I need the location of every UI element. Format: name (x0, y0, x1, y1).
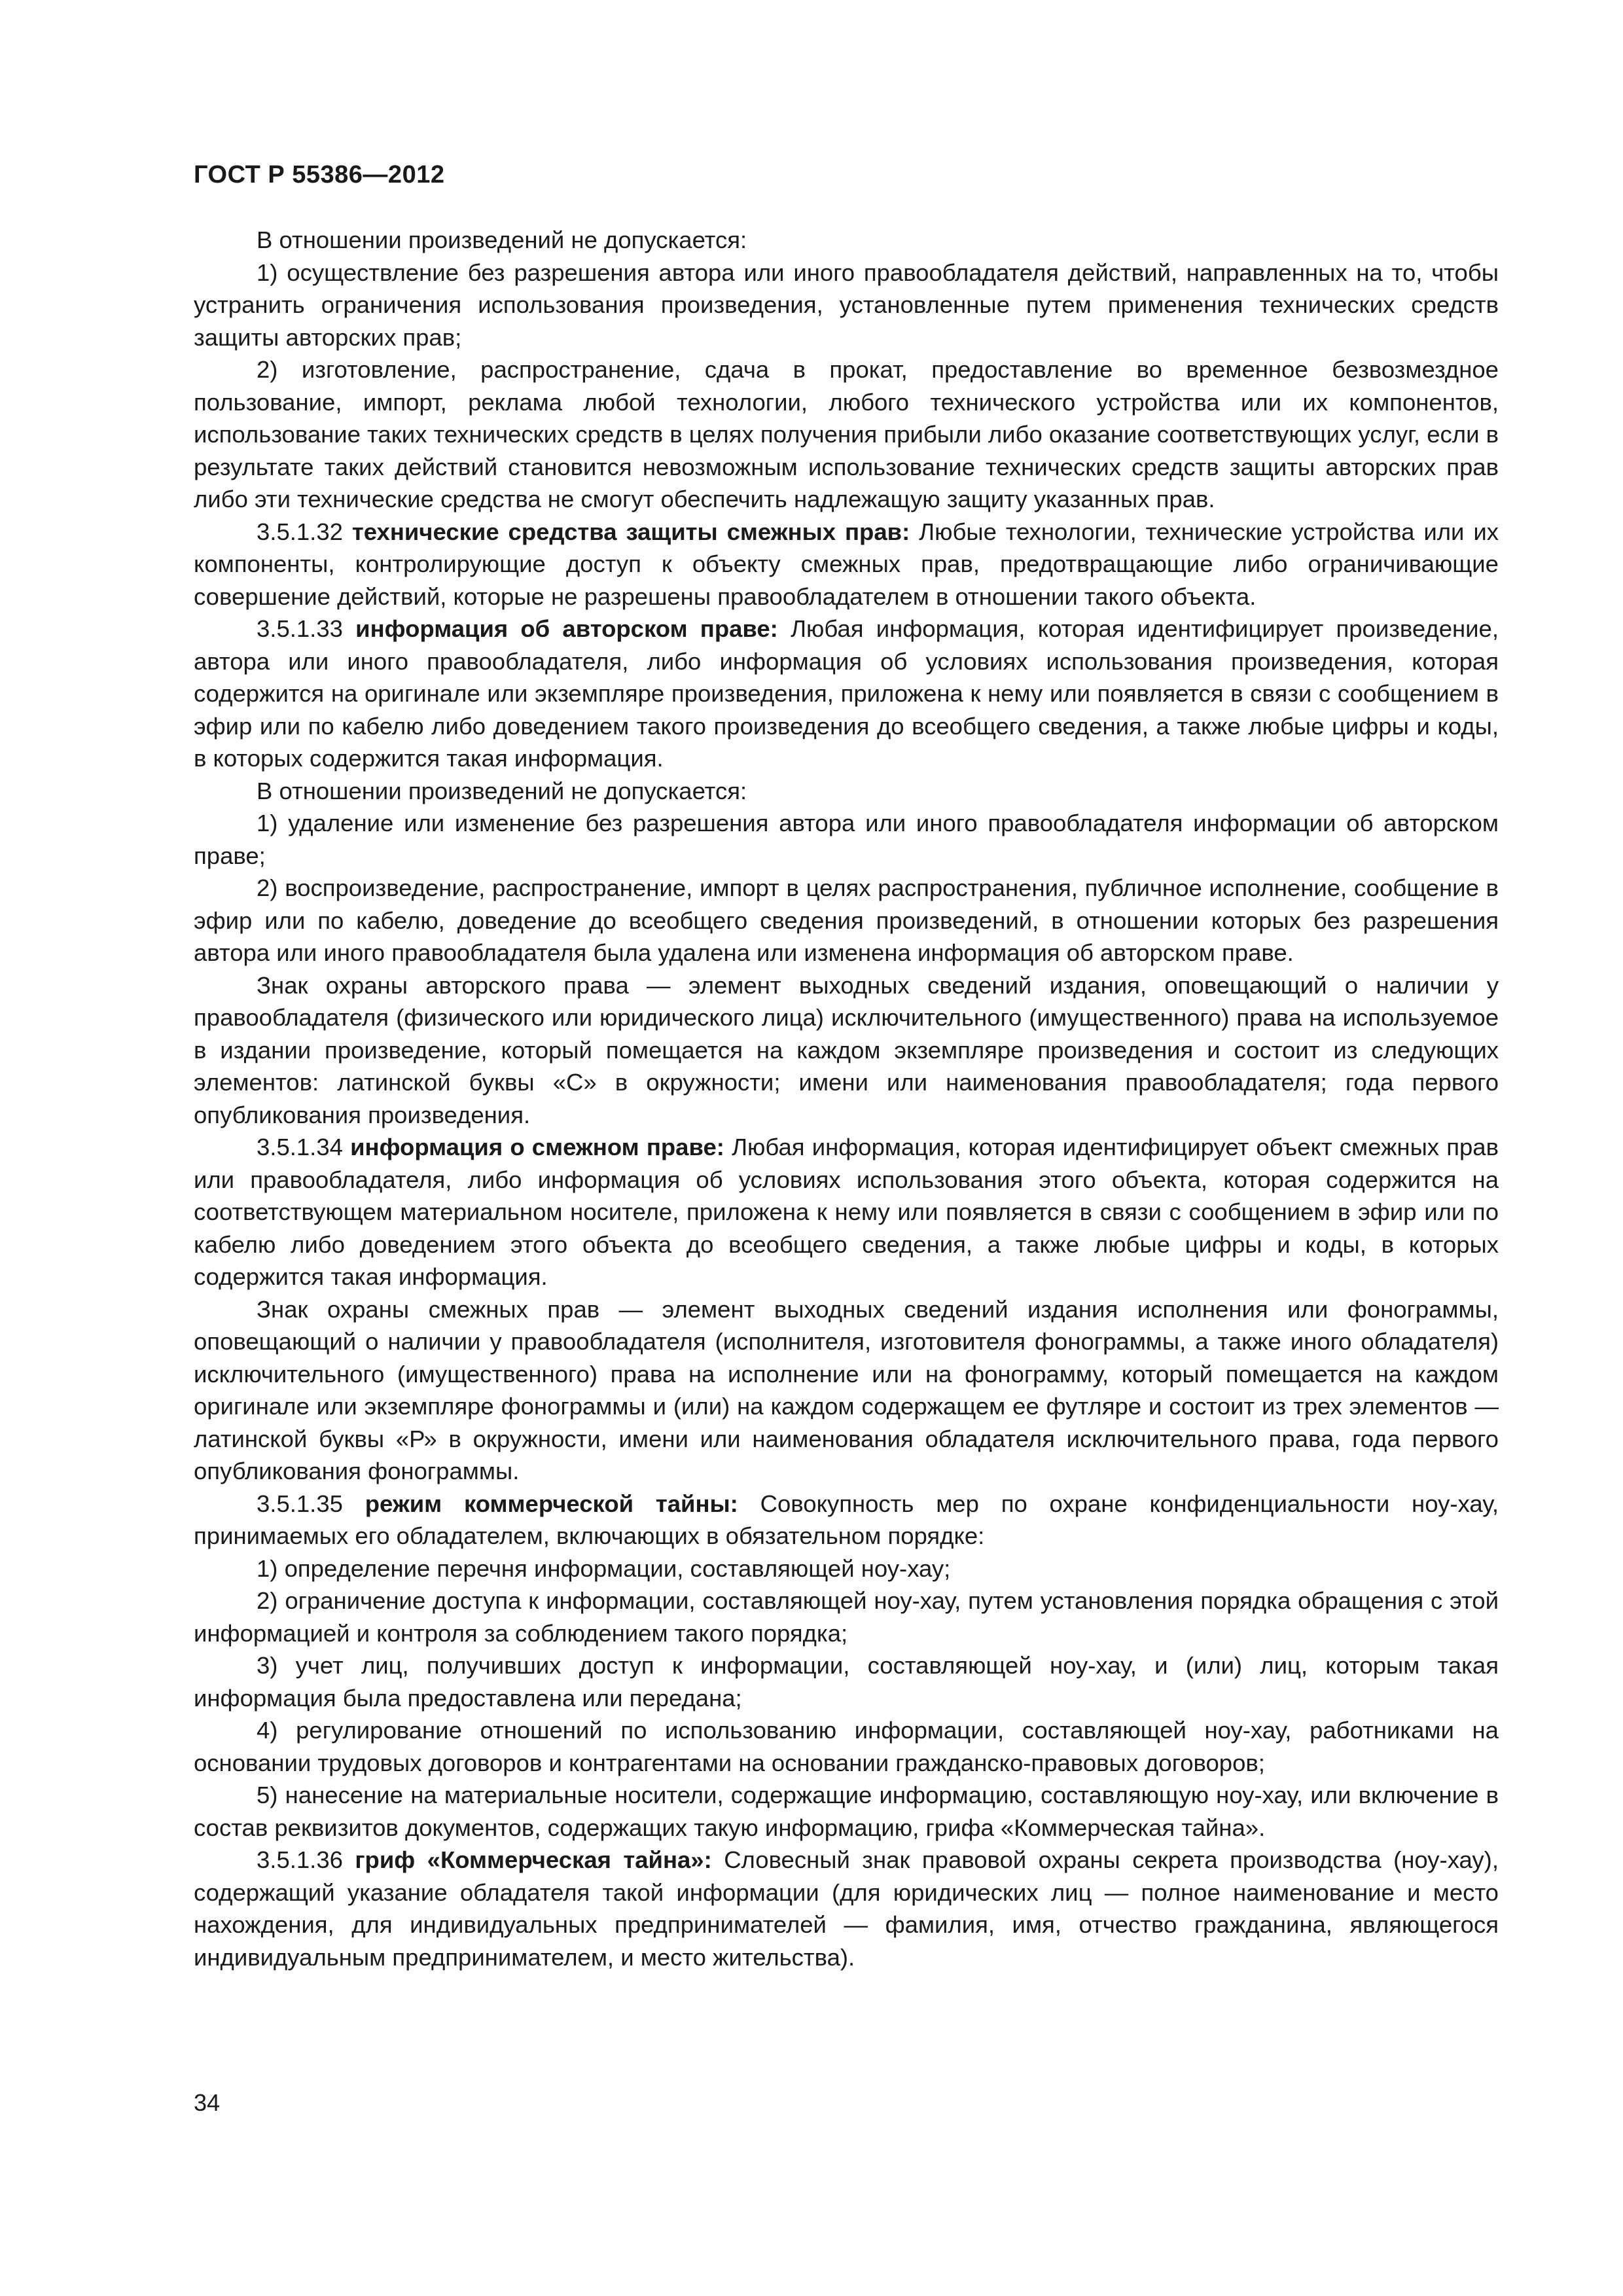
paragraph: Знак охраны смежных прав — элемент выходных сведений издания исполнения или фонограммы, оповещающий о наличии у правообладателя (исполнителя, изготовителя фонограммы, а также иного обладателя) исключительного (имущественного) права на исполнение или на фонограмму, который помещается на каждом оригинале или экземпляре фонограммы и (или) на каждом содержащем ее футляре и состоит из трех элементов — латинской буквы «Р» в окружности, имени или наименования обладателя исключительного права, года первого опубликования фонограммы. (194, 1295, 1499, 1484)
term-name: информация о смежном праве: (350, 1134, 724, 1160)
term-definition (194, 1488, 1499, 1552)
list-item: 1) удаление или изменение без разрешения автора или иного правообладателя информации об авторском праве; (194, 810, 1499, 869)
list-item: 1) осуществление без разрешения автора или иного правообладателя действий, направленных на то, чтобы устранить ограничения использования произведения, установленные путем применения технических средств защиты авторских прав; (194, 259, 1499, 351)
term-text: Совокупность мер по охране конфиденциальности ноу-хау, принимаемых его обладателем, включающих в обязательном порядке: (194, 1490, 1499, 1549)
term-definition (194, 613, 1499, 775)
term-definition (194, 1131, 1499, 1293)
term-text: Словесный знак правовой охраны секрета производства (ноу-хау), содержащий указание обладателя такой информации (для юридических лиц — полное наименование и место нахождения, для индивидуальных предпринимателей — фамилия, имя, отчество гражданина, являющегося индивидуальным предпринимателем, и место жительства). (194, 1846, 1499, 1971)
term-text: Любая информация, которая идентифицирует объект смежных прав или правообладателя, либо информация об условиях использования этого объекта, которая содержится на соответствующем материальном носителе, приложена к нему или появляется в связи с сообщением в эфир или по кабелю либо доведением этого объекта до всеобщего сведения, а также любые цифры и коды, в которых содержится такая информация. (194, 1134, 1499, 1290)
term-text: Любая информация, которая идентифицирует произведение, автора или иного правообладателя, либо информация об условиях использования произведения, которая содержится на оригинале или экземпляре произведения, приложена к нему или появляется в связи с сообщением в эфир или по кабелю либо доведением такого произведения до всеобщего сведения, а также любые цифры и коды, в которых содержится такая информация. (194, 615, 1499, 772)
list-item: 2) изготовление, распространение, сдача в прокат, предоставление во временное безвозмездное пользование, импорт, реклама любой технологии, любого технического устройства или их компонентов, использование таких технических средств в целях получения прибыли либо оказание соответствующих услуг, если в результате таких действий становится невозможным использование технических средств защиты авторских прав либо эти технические средства не смогут обеспечить надлежащую защиту указанных прав. (194, 356, 1499, 512)
term-name: режим коммерческой тайны: (365, 1490, 738, 1517)
paragraph: Знак охраны авторского права — элемент выходных сведений издания, оповещающий о наличии у правообладателя (физического или юридического лица) исключительного (имущественного) права на используемое в издании произведение, который помещается на каждом экземпляре произведения и состоит из следующих элементов: латинской буквы «С» в окружности; имени или наименования правообладателя; года первого опубликования произведения. (194, 971, 1499, 1128)
document-body (194, 224, 1499, 1973)
term-number: 3.5.1.36 (257, 1846, 343, 1873)
list-item: 2) ограничение доступа к информации, составляющей ноу-хау, путем установления порядка обращения с этой информацией и контроля за соблюдением такого порядка; (194, 1587, 1499, 1647)
paragraph: В отношении произведений не допускается: (257, 226, 747, 253)
term-definition (194, 1844, 1499, 1973)
term-name: технические средства защиты смежных прав: (351, 518, 910, 545)
list-item: 1) определение перечня информации, составляющей ноу-хау; (257, 1554, 951, 1582)
list-item: 4) регулирование отношений по использованию информации, составляющей ноу-хау, работниками на основании трудовых договоров и контрагентами на основании гражданско-правовых договоров; (194, 1717, 1499, 1776)
term-number: 3.5.1.34 (257, 1134, 343, 1160)
term-number: 3.5.1.32 (257, 518, 343, 545)
page-number: 34 (194, 2089, 221, 2116)
list-item: 5) нанесение на материальные носители, содержащие информацию, составляющую ноу-хау, или включение в состав реквизитов документов, содержащих такую информацию, грифа «Коммерческая тайна». (194, 1782, 1499, 1841)
term-number: 3.5.1.35 (257, 1490, 343, 1517)
list-item: 2) воспроизведение, распространение, импорт в целях распространения, публичное исполнение, сообщение в эфир или по кабелю, доведение до всеобщего сведения произведений, в отношении которых без разрешения автора или иного правообладателя была удалена или изменена информация об авторском праве. (194, 874, 1499, 966)
standard-header: ГОСТ Р 55386—2012 (194, 161, 445, 188)
term-number: 3.5.1.33 (257, 615, 343, 642)
term-definition (194, 516, 1499, 613)
term-name: гриф «Коммерческая тайна»: (355, 1846, 712, 1873)
term-text: Любые технологии, технические устройства или их компоненты, контролирующие доступ к объекту смежных прав, предотвращающие либо ограничивающие совершение действий, которые не разрешены правообладателем в отношении такого объекта. (194, 518, 1499, 610)
paragraph: В отношении произведений не допускается: (257, 777, 747, 804)
list-item: 3) учет лиц, получивших доступ к информации, составляющей ноу-хау, и (или) лиц, которым такая информация была предоставлена или передана; (194, 1652, 1499, 1712)
term-name: информация об авторском праве: (355, 615, 778, 642)
